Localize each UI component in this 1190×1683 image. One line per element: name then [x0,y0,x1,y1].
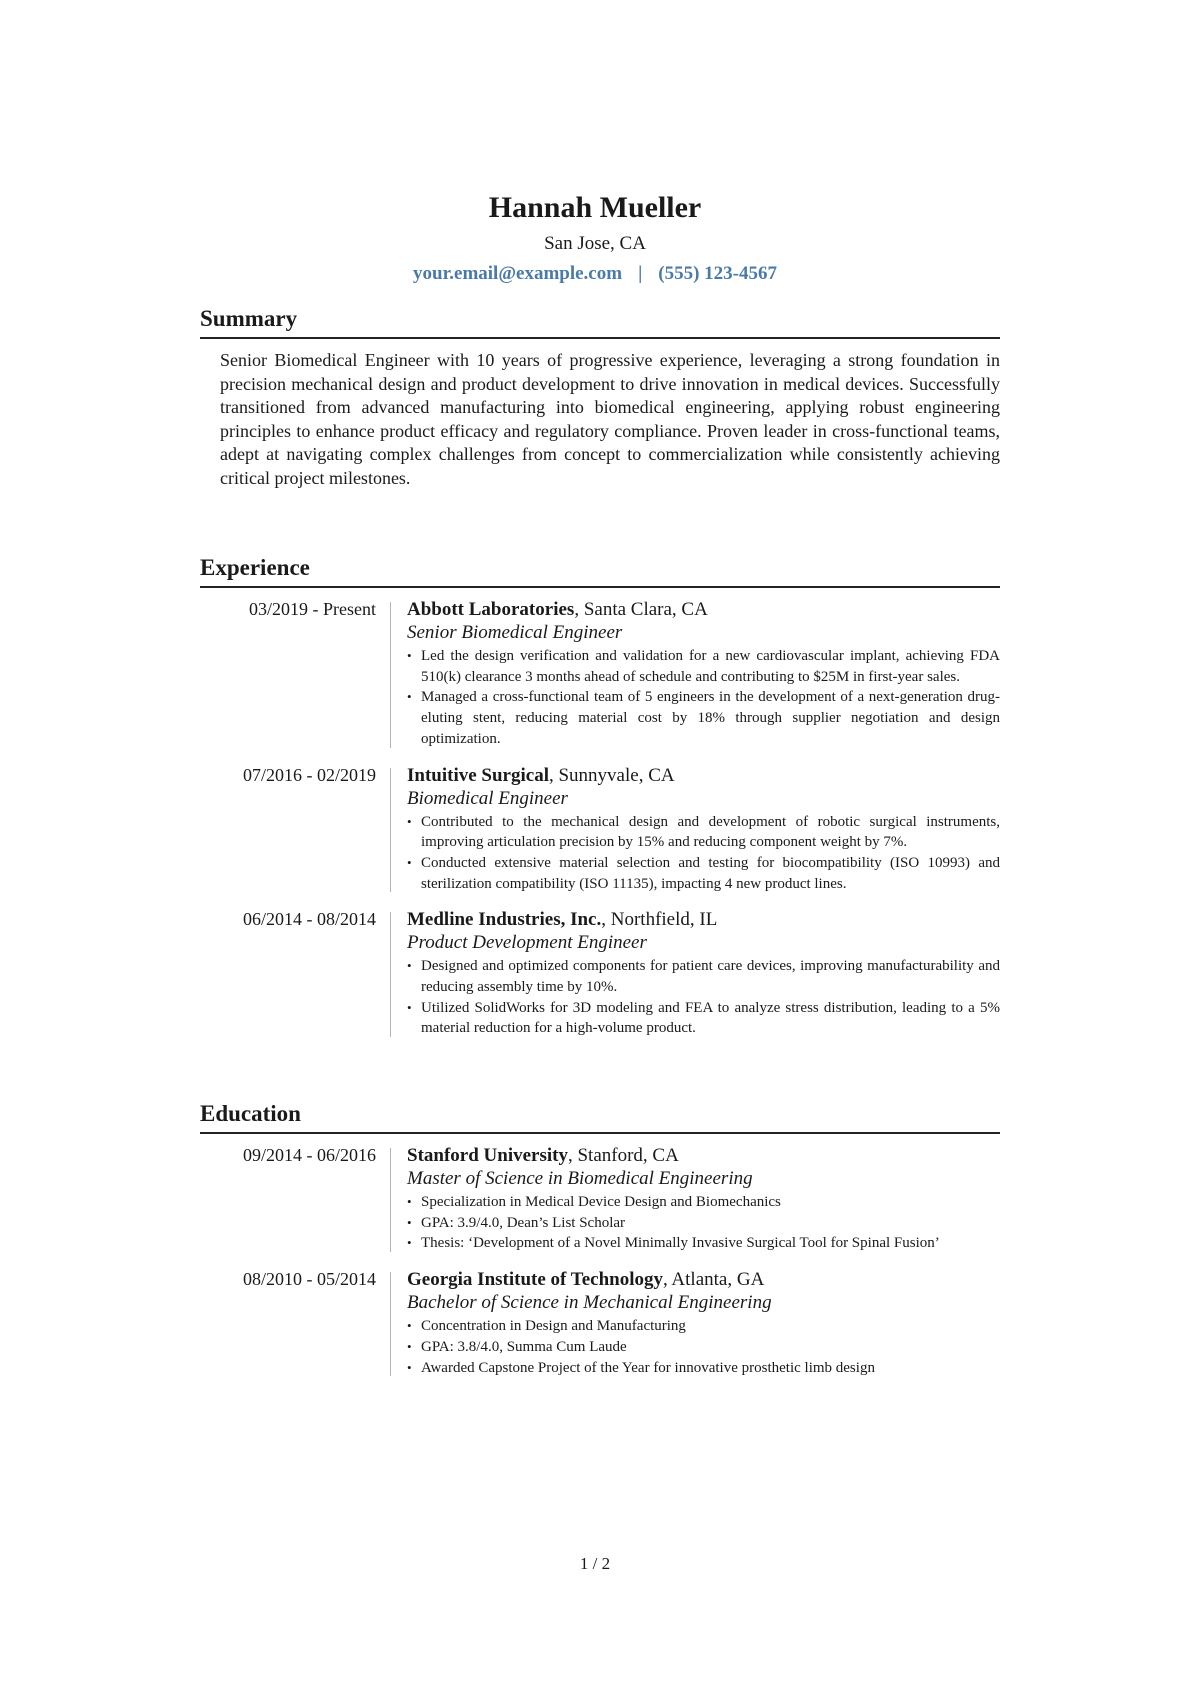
bullet-item: • GPA: 3.9/4.0, Dean’s List Scholar [407,1213,1000,1234]
timeline-bar [390,768,391,893]
entry-heading [407,1268,1000,1291]
entry-heading [407,1144,1000,1167]
entry-heading [407,598,1000,621]
experience-entry [200,764,1000,895]
entry-role: Biomedical Engineer [407,787,568,809]
entry-heading [407,764,1000,787]
bullet-item: • Utilized SolidWorks for 3D modeling and FEA to analyze stress distribution, leading to a 5% material reduction for a high-volume product. [407,998,1000,1039]
bullet-item: • Awarded Capstone Project of the Year for innovative prosthetic limb design [407,1358,1000,1379]
section-title-summary: Summary [200,305,1000,339]
experience-entry [200,908,1000,1039]
entry-body [407,908,1000,1039]
entry-place: , Atlanta, GA [662,1269,765,1291]
entry-role: Senior Biomedical Engineer [407,622,623,643]
summary-text: Senior Biomedical Engineer with 10 years of progressive experience, leveraging a strong foundation in precision mechanical design and product development to drive innovation in medical devices. Successfully transitioned from advanced manufacturing into biomedical engineering, applying robust engineering principles to enhance product efficacy and regulatory compliance. Proven leader in cross-functional teams, adept at navigating complex challenges from concept to commercialization while consistently achieving critical project milestones. [220,350,1000,488]
bullet-item: • Thesis: ‘Development of a Novel Minimally Invasive Surgical Tool for Spinal Fusion’ [407,1233,1000,1254]
bullet-item: • Led the design verification and validation for a new cardiovascular implant, achieving FDA 510(k) clearance 3 months ahead of schedule and contributing to $25M in first-year sales. [407,646,1000,687]
entry-organization: Georgia Institute of Technology [407,1269,663,1291]
entry-date: 03/2019 - Present [249,599,376,619]
education-section [200,1100,1000,1378]
education-entry [200,1144,1000,1254]
bullet-item: • Designed and optimized components for patient care devices, improving manufacturability and reducing assembly time by 10%. [407,956,1000,997]
entry-organization: Medline Industries, Inc. [407,909,602,931]
timeline-bar [390,602,391,748]
entry-bullets [407,812,1000,895]
entry-place: , Sunnyvale, CA [548,764,675,786]
email-link[interactable]: your.email@example.com [413,263,623,284]
experience-section [200,554,1000,1039]
entry-role: Bachelor of Science in Mechanical Engineering [407,1292,772,1314]
timeline-bar [390,912,391,1037]
entry-bullets [407,1316,1000,1378]
entry-bullets [407,1192,1000,1254]
bullet-item: • GPA: 3.8/4.0, Summa Cum Laude [407,1337,1000,1358]
entry-organization: Stanford University [407,1145,568,1166]
summary-section [200,305,1000,490]
bullet-item: • Conducted extensive material selection and testing for biocompatibility (ISO 10993) and sterilization compatibility (ISO 11135), impacting 4 new product lines. [407,853,1000,894]
bullet-item: • Concentration in Design and Manufacturing [407,1316,1000,1337]
page-number: 1 / 2 [579,1554,611,1573]
section-title-experience: Experience [200,554,1000,588]
entry-heading [407,908,1000,931]
experience-entry [200,598,1000,750]
timeline-bar [390,1272,391,1376]
entry-place: , Northfield, IL [601,909,718,931]
bullet-item: • Contributed to the mechanical design and development of robotic surgical instruments, improving articulation precision by 15% and reducing component weight by 7%. [407,812,1000,853]
entry-place: , Stanford, CA [567,1145,679,1166]
entry-date: 06/2014 - 08/2014 [243,909,376,930]
entry-date: 08/2010 - 05/2014 [243,1269,376,1290]
contact-separator: | [638,263,643,284]
entry-bullets [407,956,1000,1039]
entry-role: Master of Science in Biomedical Engineering [407,1168,753,1189]
timeline-bar [390,1148,391,1252]
entry-body [407,764,1000,895]
entry-organization: Intuitive Surgical [407,764,549,786]
entry-role: Product Development Engineer [407,932,647,954]
entry-date: 09/2014 - 06/2016 [243,1145,376,1165]
education-entry [200,1268,1000,1378]
bullet-item: • Specialization in Medical Device Design and Biomechanics [407,1192,1000,1213]
bullet-item: • Managed a cross-functional team of 5 engineers in the development of a next-generation drug-eluting stent, reducing material cost by 18% through supplier negotiation and design optimization. [407,687,1000,749]
entry-body [407,1268,1000,1378]
phone-link[interactable]: (555) 123-4567 [658,263,777,284]
contact-line [0,260,1190,288]
entry-place: , Santa Clara, CA [574,599,708,620]
entry-date: 07/2016 - 02/2019 [243,764,376,785]
entry-body [407,1144,1000,1254]
candidate-name: Hannah Mueller [488,191,702,224]
entry-body [407,598,1000,750]
entry-bullets [407,646,1000,750]
resume-header [0,190,1190,288]
candidate-location: San Jose, CA [544,233,646,254]
section-title-education: Education [200,1100,1000,1134]
entry-organization: Abbott Laboratories [407,599,575,620]
